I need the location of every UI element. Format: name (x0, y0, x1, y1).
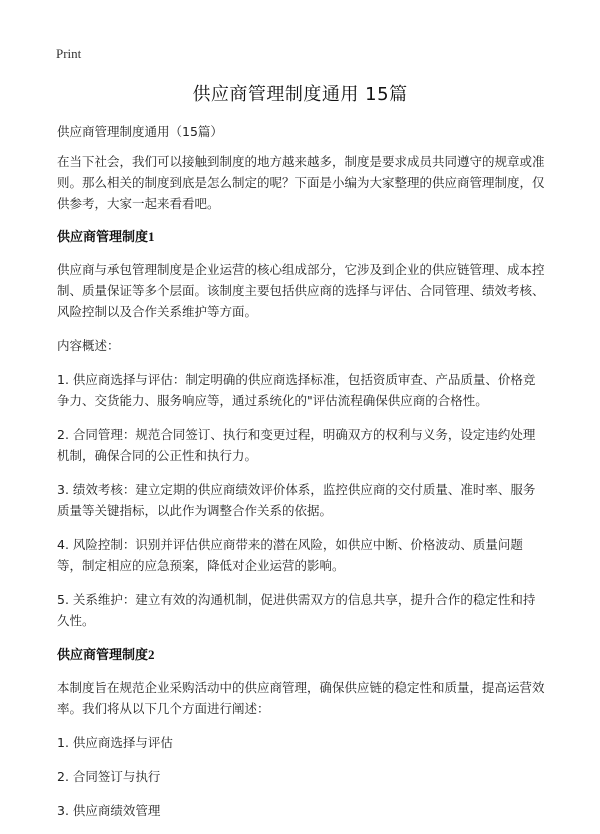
list-item: 2. 合同签订与执行 (57, 769, 161, 784)
print-link[interactable]: Print (56, 46, 82, 61)
list-item: 5. 关系维护：建立有效的沟通机制，促进供需双方的信息共享，提升合作的稳定性和持久性。 (57, 592, 536, 628)
section-heading: 供应商管理制度2 (57, 647, 155, 662)
document-subtitle: 供应商管理制度通用（15篇） (57, 124, 223, 139)
list-item: 3. 供应商绩效管理 (57, 803, 161, 818)
intro-paragraph: 在当下社会，我们可以接触到制度的地方越来越多，制度是要求成员共同遵守的规章或准则。那么相关的制度到底是怎么制定的呢？下面是小编为大家整理的供应商管理制度，仅供参考，大家一起来看看吧。 (57, 154, 545, 211)
list-item: 4. 风险控制：识别并评估供应商带来的潜在风险，如供应中断、价格波动、质量问题等，制定相应的应急预案，降低对企业运营的影响。 (57, 537, 523, 573)
list-item: 1. 供应商选择与评估：制定明确的供应商选择标准，包括资质审查、产品质量、价格竞争力、交货能力、服务响应等，通过系统化的"评估流程确保供应商的合格性。 (57, 372, 536, 408)
section-paragraph: 本制度旨在规范企业采购活动中的供应商管理，确保供应链的稳定性和质量，提高运营效率。我们将从以下几个方面进行阐述： (57, 680, 545, 716)
section-heading: 供应商管理制度1 (57, 229, 155, 244)
page-title: 供应商管理制度通用 15篇 (192, 84, 408, 105)
list-item: 2. 合同管理：规范合同签订、执行和变更过程，明确双方的权利与义务，设定违约处理机制，确保合同的公正性和执行力。 (57, 427, 536, 463)
list-item: 1. 供应商选择与评估 (57, 735, 173, 750)
section-paragraph: 供应商与承包管理制度是企业运营的核心组成部分，它涉及到企业的供应链管理、成本控制、质量保证等多个层面。该制度主要包括供应商的选择与评估、合同管理、绩效考核、风险控制以及合作关系维护等方面。 (57, 262, 545, 319)
document-body (57, 121, 545, 834)
overview-label: 内容概述： (57, 338, 120, 353)
list-item: 3. 绩效考核：建立定期的供应商绩效评价体系，监控供应商的交付质量、准时率、服务质量等关键指标，以此作为调整合作关系的依据。 (57, 482, 536, 518)
